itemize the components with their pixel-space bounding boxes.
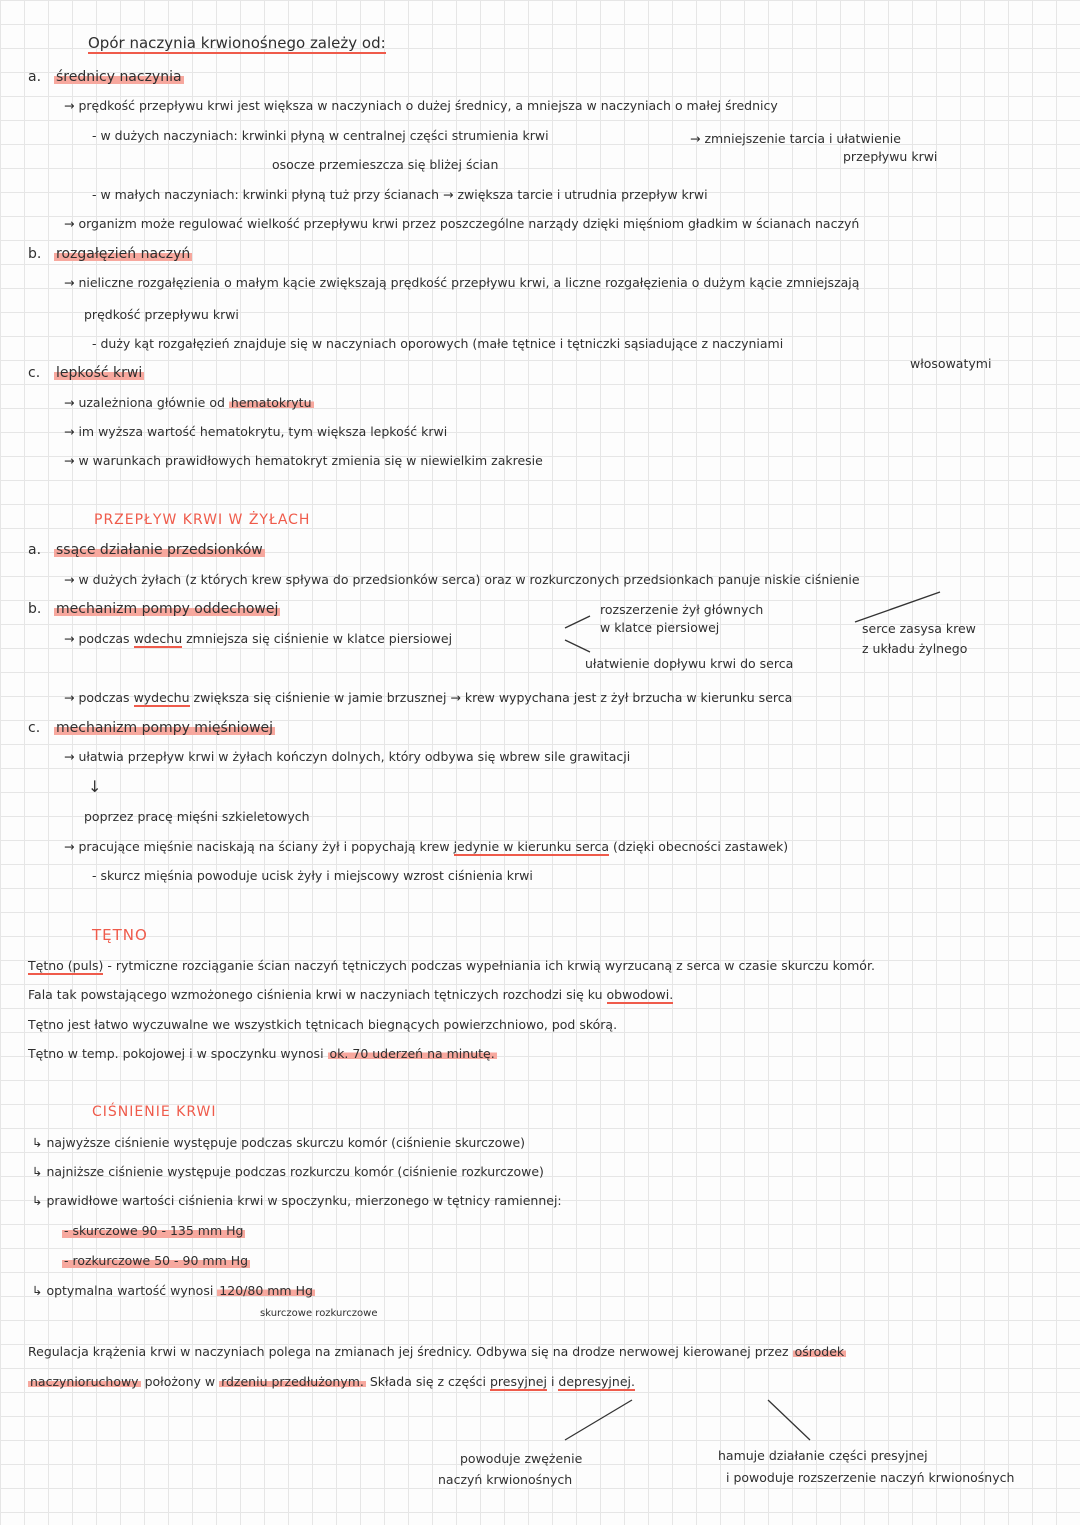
note-line: → zmniejszenie tarcia i ułatwienie <box>690 131 901 146</box>
note-line: ułatwienie dopływu krwi do serca <box>585 656 794 671</box>
note-line: serce zasysa krew <box>862 621 976 636</box>
subheading-pompa-oddechowa: mechanizm pompy oddechowej <box>56 601 279 617</box>
list-label: a. <box>28 542 42 558</box>
note-text: Składa się z części <box>369 1374 486 1389</box>
subheading-srednica: średnicy naczynia <box>56 69 182 85</box>
note-line <box>64 394 314 412</box>
note-line: włosowatymi <box>910 356 992 371</box>
note-line <box>28 957 875 975</box>
subheading-rozgalezienia: rozgałęzień naczyń <box>56 246 191 262</box>
note-line: → ułatwia przepływ krwi w żyłach kończyn dolnych, który odbywa się wbrew sile grawitacji <box>64 749 631 764</box>
list-label: c. <box>28 365 41 381</box>
note-line: → prędkość przepływu krwi jest większa w naczyniach o dużej średnicy, a mniejsza w naczyniach o małej średnicy <box>64 98 778 113</box>
highlight-hematokryt: hematokrytu <box>230 395 312 410</box>
note-line: poprzez pracę mięśni szkieletowych <box>84 809 310 824</box>
section-title-zyly: PRZEPŁYW KRWI W ŻYŁACH <box>94 512 311 528</box>
section-title-cisnienie: CIŚNIENIE KRWI <box>92 1104 217 1120</box>
note-line <box>28 1045 497 1063</box>
highlight-osrodek: ośrodek <box>794 1344 845 1359</box>
note-line <box>64 689 792 707</box>
note-line: w klatce piersiowej <box>600 620 720 635</box>
note-line: naczyń krwionośnych <box>438 1472 573 1487</box>
note-text: → uzależniona głównie od <box>64 395 225 410</box>
highlight-rdzen: rdzeniu przedłużonym. <box>221 1374 364 1389</box>
note-line: ↳ najwyższe ciśnienie występuje podczas skurczu komór (ciśnienie skurczowe) <box>32 1135 526 1150</box>
note-text: - rytmiczne rozciąganie ścian naczyń tętniczych podczas wypełniania ich krwią wyrzucaną z serca w czasie skurczu komór. <box>107 958 875 973</box>
note-text: zmniejsza się ciśnienie w klatce piersiowej <box>186 631 453 646</box>
note-line: powoduje zwężenie <box>460 1451 583 1466</box>
underline-kierunek: jedynie w kierunku serca <box>453 839 610 854</box>
note-line: i powoduje rozszerzenie naczyń krwionośnych <box>726 1470 1015 1485</box>
note-text: Tętno w temp. pokojowej i w spoczynku wynosi <box>28 1046 324 1061</box>
underline-depresyjna: depresyjnej. <box>558 1374 635 1389</box>
note-line: ↳ najniższe ciśnienie występuje podczas rozkurczu komór (ciśnienie rozkurczowe) <box>32 1164 544 1179</box>
note-line: → nieliczne rozgałęzienia o małym kącie zwiększają prędkość przepływu krwi, a liczne rozgałęzienia o dużym kącie zmniejszają <box>64 275 860 290</box>
list-label: a. <box>28 69 42 85</box>
note-text: → pracujące mięśnie naciskają na ściany żył i popychają krew <box>64 839 450 854</box>
note-line: osocze przemieszcza się bliżej ścian <box>272 157 499 172</box>
branch-line-presyjna <box>565 1400 632 1440</box>
note-text: zwiększa się ciśnienie w jamie brzusznej → krew wypychana jest z żył brzucha w kierunku serca <box>193 690 793 705</box>
note-line <box>64 630 452 648</box>
note-text: → podczas <box>64 631 130 646</box>
subheading-pompa-miesniowa: mechanizm pompy mięśniowej <box>56 720 274 736</box>
note-text: Fala tak powstającego wzmożonego ciśnienia krwi w naczyniach tętniczych rozchodzi się ku <box>28 987 603 1002</box>
note-line: - w dużych naczyniach: krwinki płyną w centralnej części strumienia krwi <box>92 128 549 143</box>
highlight-skurczowe: - skurczowe 90 - 135 mm Hg <box>64 1223 244 1238</box>
note-line: - duży kąt rozgałęzień znajduje się w naczyniach oporowych (małe tętnice i tętniczki sąsiadujące z naczyniami <box>92 336 784 351</box>
note-line: z układu żylnego <box>862 641 968 656</box>
note-line: ↳ prawidłowe wartości ciśnienia krwi w spoczynku, mierzonego w tętnicy ramiennej: <box>32 1193 562 1208</box>
section-title-opor: Opór naczynia krwionośnego zależy od: <box>88 34 386 52</box>
list-label: b. <box>28 601 42 617</box>
note-text: (dzięki obecności zastawek) <box>613 839 789 854</box>
highlight-rozkurczowe: - rozkurczowe 50 - 90 mm Hg <box>64 1253 249 1268</box>
note-line: → organizm może regulować wielkość przepływu krwi przez poszczególne narządy dzięki mięśniom gładkim w ścianach naczyń <box>64 216 860 231</box>
note-line: Tętno jest łatwo wyczuwalne we wszystkich tętnicach biegnących powierzchniowo, pod skórą. <box>28 1017 618 1032</box>
note-line <box>32 1282 315 1300</box>
note-line <box>28 1373 635 1391</box>
note-line: hamuje działanie części presyjnej <box>718 1448 928 1463</box>
arrow-line-up <box>565 616 590 628</box>
note-line <box>28 986 673 1004</box>
list-label: b. <box>28 246 42 262</box>
note-line: - w małych naczyniach: krwinki płyną tuż przy ścianach → zwiększa tarcie i utrudnia przepływ krwi <box>92 187 708 202</box>
note-line: rozszerzenie żył głównych <box>600 602 764 617</box>
note-text: położony w <box>144 1374 216 1389</box>
list-label: c. <box>28 720 41 736</box>
note-line: → w dużych żyłach (z których krew spływa do przedsionków serca) oraz w rozkurczonych przedsionkach panuje niskie ciśnienie <box>64 572 860 587</box>
note-line <box>64 838 788 856</box>
underline-presyjna: presyjnej <box>489 1374 547 1389</box>
highlight-120-80: 120/80 mm Hg <box>219 1283 313 1298</box>
highlight-70: ok. 70 uderzeń na minutę. <box>329 1046 495 1061</box>
underline-tetno: Tętno (puls) <box>28 958 104 973</box>
note-line <box>28 1343 846 1361</box>
arrow-line-heart <box>855 592 940 622</box>
note-line: prędkość przepływu krwi <box>84 307 239 322</box>
note-text: Regulacja krążenia krwi w naczyniach polega na zmianach jej średnicy. Odbywa się na drodze nerwowej kierowanej przez <box>28 1344 789 1359</box>
highlight-naczynioruchowy: naczynioruchowy <box>30 1374 139 1389</box>
note-sublabel: skurczowe rozkurczowe <box>260 1308 378 1319</box>
note-line: przepływu krwi <box>843 149 938 164</box>
note-text: ↳ optymalna wartość wynosi <box>32 1283 214 1298</box>
underline-wdech: wdechu <box>133 631 183 646</box>
subheading-lepkosc: lepkość krwi <box>56 365 143 381</box>
note-line: → w warunkach prawidłowych hematokryt zmienia się w niewielkim zakresie <box>64 453 543 468</box>
note-text: i <box>550 1374 555 1389</box>
down-arrow: ↓ <box>88 777 102 796</box>
underline-obwod: obwodowi. <box>606 987 674 1002</box>
section-title-tetno: TĘTNO <box>92 926 148 944</box>
arrow-line-down <box>565 640 590 652</box>
note-line: → im wyższa wartość hematokrytu, tym większa lepkość krwi <box>64 424 448 439</box>
underline-wydech: wydechu <box>133 690 190 705</box>
note-text: → podczas <box>64 690 130 705</box>
branch-line-depresyjna <box>768 1400 810 1440</box>
subheading-ssace: ssące działanie przedsionków <box>56 542 263 558</box>
note-line: - skurcz mięśnia powoduje ucisk żyły i miejscowy wzrost ciśnienia krwi <box>92 868 533 883</box>
